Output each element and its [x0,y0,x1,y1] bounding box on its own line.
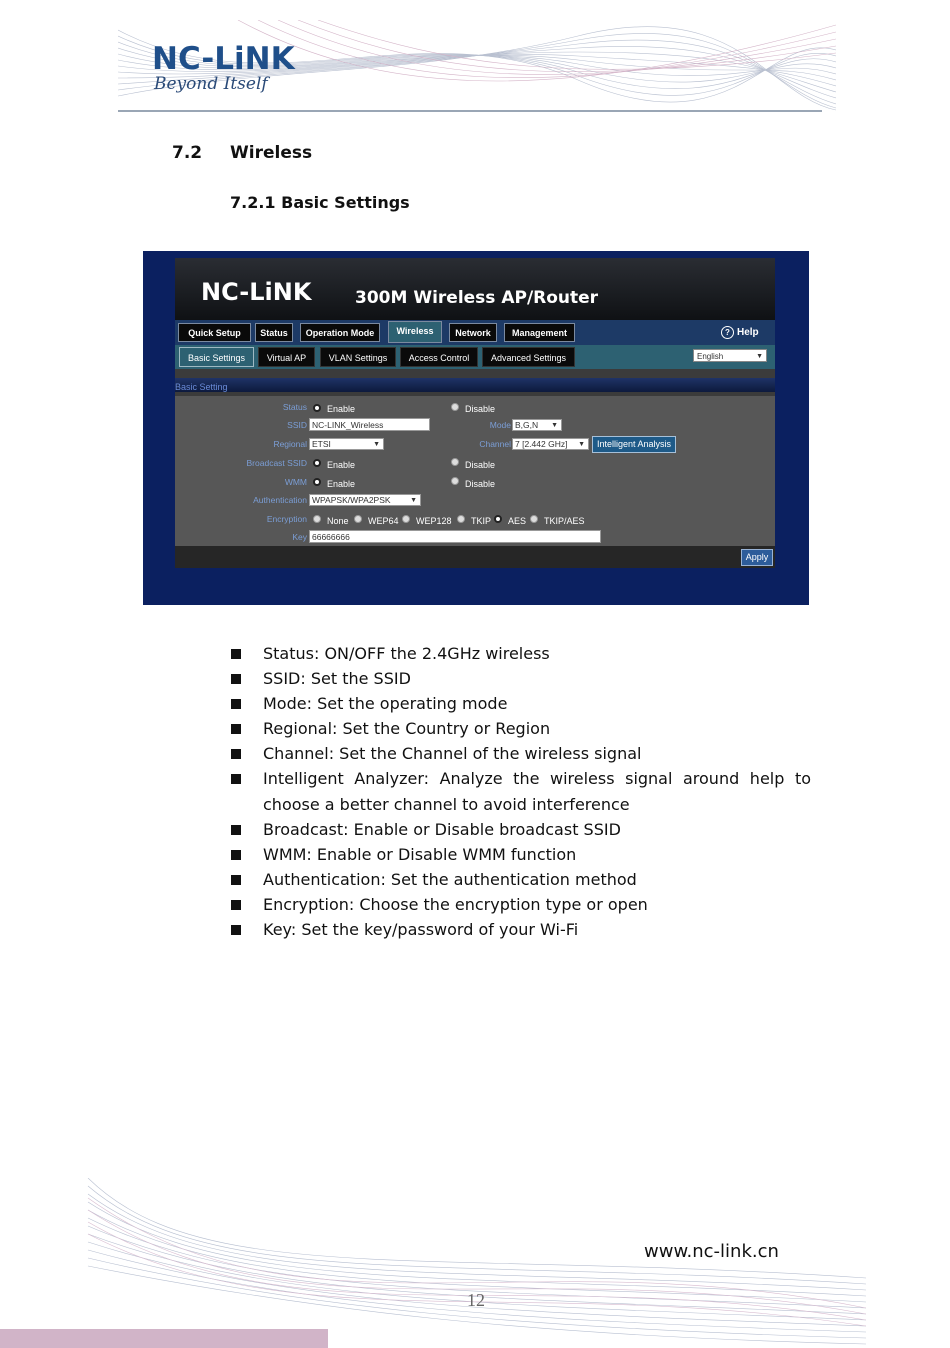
tab-wireless[interactable]: Wireless [388,321,442,343]
ssid-label: SSID [287,420,307,430]
tab-status[interactable]: Status [255,323,293,342]
router-main-nav [175,320,775,345]
encryption-label: Encryption [266,514,307,524]
encryption-none-radio[interactable] [313,515,321,523]
list-item-text: Mode: Set the operating mode [263,694,508,714]
encryption-wep64-label: WEP64 [368,516,399,526]
subtab-advanced-settings[interactable]: Advanced Settings [482,347,575,367]
apply-button[interactable]: Apply [741,549,773,566]
list-item-text: Channel: Set the Channel of the wireless signal [263,744,642,764]
bullet-square-icon [231,875,241,885]
subtab-basic-settings[interactable]: Basic Settings [179,347,254,367]
list-item-text: WMM: Enable or Disable WMM function [263,844,577,864]
regional-label: Regional [273,439,307,449]
bullet-square-icon [231,825,241,835]
bullet-square-icon [231,900,241,910]
status-disable-radio[interactable] [451,403,459,411]
list-item [231,766,811,816]
wmm-enable-radio[interactable] [313,478,321,486]
settings-description-list [231,641,811,942]
bullet-square-icon [231,925,241,935]
broadcast-disable-label: Disable [465,460,496,470]
broadcast-disable-radio[interactable] [451,458,459,466]
wmm-label: WMM [284,477,307,487]
key-input[interactable]: 66666666 [309,530,601,543]
intelligent-analysis-button[interactable]: Intelligent Analysis [592,436,676,453]
regional-value: ETSI [312,439,331,449]
channel-select[interactable] [512,438,589,450]
encryption-tkip-aes-radio[interactable] [530,515,538,523]
bullet-square-icon [231,649,241,659]
wmm-enable-label: Enable [327,479,356,489]
list-item [231,716,811,741]
router-screenshot-frame [143,251,809,605]
list-item [231,691,811,716]
basic-setting-label: Basic Setting [175,382,228,392]
list-item-text: Status: ON/OFF the 2.4GHz wireless [263,644,550,663]
list-item-text: SSID: Set the SSID [263,669,411,689]
broadcast-enable-label: Enable [327,460,356,470]
status-enable-label: Enable [327,404,356,414]
bullet-square-icon [231,749,241,759]
list-item [231,842,811,867]
bullet-square-icon [231,850,241,860]
bullet-square-icon [231,674,241,684]
mode-label: Mode [489,420,511,430]
bullet-square-icon [231,724,241,734]
status-label: Status [282,402,307,412]
company-logo [152,41,295,94]
authentication-label: Authentication [253,495,307,505]
mode-select[interactable] [512,419,562,431]
help-icon: ? [721,326,734,339]
broadcast-enable-radio[interactable] [313,459,321,467]
channel-label: Channel [479,439,511,449]
mode-value: B,G,N [515,420,539,430]
encryption-none-label: None [327,516,349,526]
authentication-select[interactable] [309,494,421,506]
tab-quick-setup[interactable]: Quick Setup [178,323,251,342]
list-item [231,867,811,892]
tab-network[interactable]: Network [449,323,497,342]
ssid-input[interactable]: NC-LINK_Wireless [309,418,430,431]
help-link[interactable] [721,326,759,340]
help-label: Help [737,327,759,339]
tab-management[interactable]: Management [504,323,575,342]
list-item-text: Authentication: Set the authentication method [263,869,637,889]
router-title: 300M Wireless AP/Router [355,288,599,308]
footer-color-bar [0,1329,328,1348]
encryption-aes-label: AES [508,516,527,526]
list-item-text: Regional: Set the Country or Region [263,719,551,739]
encryption-aes-radio[interactable] [494,515,502,523]
router-sub-nav [175,345,775,369]
list-item [231,641,811,666]
language-select[interactable] [693,349,767,362]
router-admin-panel [175,258,775,568]
list-item [231,917,811,942]
list-item [231,817,811,842]
tab-operation-mode[interactable]: Operation Mode [300,323,380,342]
language-value: English [697,352,724,361]
router-logo: NC-LiNK [201,278,312,306]
encryption-tkip-label: TKIP [471,516,492,526]
subtab-virtual-ap[interactable]: Virtual AP [258,347,315,367]
section-title: Wireless [230,143,313,163]
authentication-value: WPAPSK/WPA2PSK [312,495,391,505]
router-form-footer [175,546,775,568]
status-enable-radio[interactable] [313,404,321,412]
list-item [231,666,811,691]
logo-wordmark: NC-LiNK [152,41,295,77]
page-number: 12 [467,1290,485,1310]
encryption-tkip-aes-label: TKIP/AES [544,516,585,526]
logo-tagline: Beyond Itself [154,74,268,94]
header-divider [118,110,822,112]
broadcast-ssid-label: Broadcast SSID [246,458,307,468]
regional-select[interactable] [309,438,384,450]
list-item-text: Encryption: Choose the encryption type or open [263,894,648,914]
chevron-down-icon: ▼ [373,441,380,448]
subtab-vlan-settings[interactable]: VLAN Settings [320,347,396,367]
subtab-access-control[interactable]: Access Control [400,347,478,367]
chevron-down-icon: ▼ [756,353,763,360]
list-item-text: Key: Set the key/password of your Wi-Fi [263,920,579,940]
key-label: Key [292,532,307,542]
list-item [231,892,811,917]
subsection-title: 7.2.1 Basic Settings [230,193,410,212]
chevron-down-icon: ▼ [578,441,585,448]
encryption-wep128-radio[interactable] [402,515,410,523]
footer-wave-decoration [0,1178,950,1348]
list-item [231,741,811,766]
encryption-wep64-radio[interactable] [354,515,362,523]
router-banner [175,258,775,320]
wmm-disable-radio[interactable] [451,477,459,485]
encryption-wep128-label: WEP128 [416,516,452,526]
list-item-text: Intelligent Analyzer: Analyze the wireless signal around help to choose a better channel to avoid interference [263,769,811,814]
bullet-square-icon [231,699,241,709]
list-item-text: Broadcast: Enable or Disable broadcast SSID [263,819,621,839]
chevron-down-icon: ▼ [551,422,558,429]
wireless-basic-form [175,396,775,546]
bullet-square-icon [231,774,241,784]
status-disable-label: Disable [465,404,496,414]
footer-website-url: www.nc-link.cn [644,1241,779,1262]
channel-value: 7 [2.442 GHz] [515,439,568,449]
encryption-tkip-radio[interactable] [457,515,465,523]
wmm-disable-label: Disable [465,479,496,489]
chevron-down-icon: ▼ [410,497,417,504]
basic-setting-bar [175,378,775,392]
section-number: 7.2 [172,143,203,163]
